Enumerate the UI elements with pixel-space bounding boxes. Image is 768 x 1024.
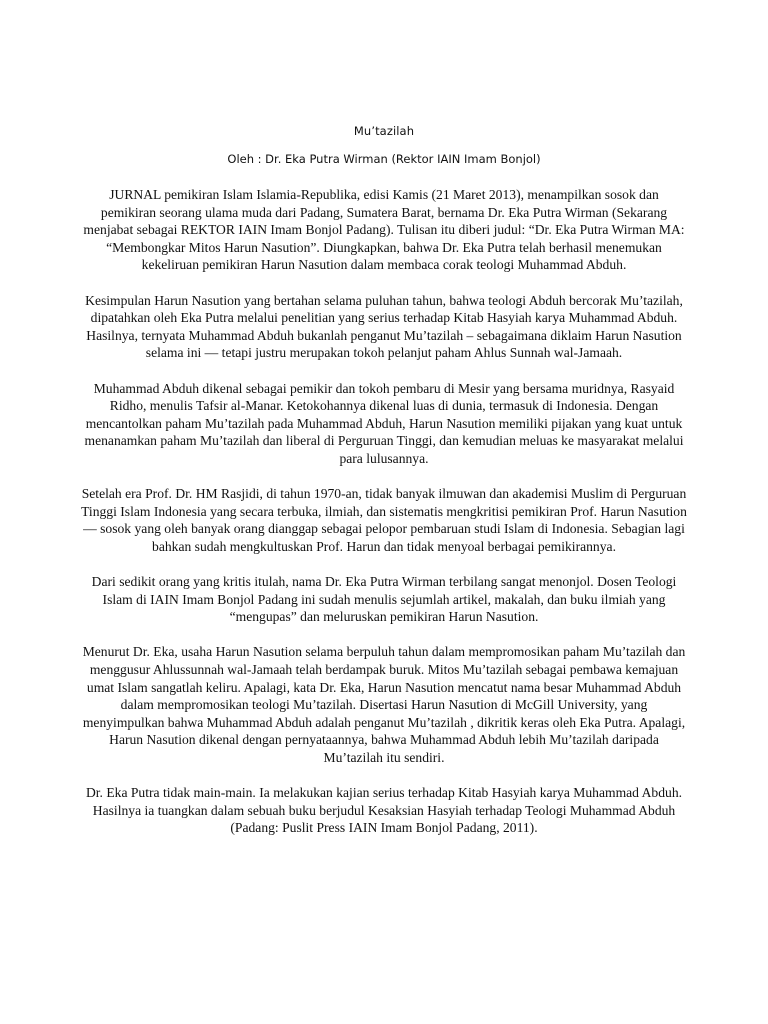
paragraph: Dr. Eka Putra tidak main-main. Ia melakukan kajian serius terhadap Kitab Hasyiah karya Muhammad Abduh. Hasilnya ia tuangkan dalam sebuah buku berjudul Kesaksian Hasyiah terhadap Teologi Muhammad Abduh (Padang: Puslit Press IAIN Imam Bonjol Padang, 2011). xyxy=(85,785,683,836)
paragraph: JURNAL pemikiran Islam Islamia-Republika, edisi Kamis (21 Maret 2013), menampilkan sosok dan pemikiran seorang ulama muda dari Padang, Sumatera Barat, bernama Dr. Eka Putra Wirman (Sekarang menjabat sebagai REKTOR IAIN Imam Bonjol Padang). Tulisan itu diberi judul: “Dr. Eka Putra Wirman MA: “Membongkar Mitos Harun Nasution”. Diungkapkan, bahwa Dr. Eka Putra telah berhasil menemukan kekeliruan pemikiran Harun Nasution dalam membaca corak teologi Muhammad Abduh. xyxy=(83,187,685,273)
document-body xyxy=(80,186,688,855)
document-byline: Oleh : Dr. Eka Putra Wirman (Rektor IAIN Imam Bonjol) xyxy=(227,152,541,166)
paragraph: Dari sedikit orang yang kritis itulah, nama Dr. Eka Putra Wirman terbilang sangat menonjol. Dosen Teologi Islam di IAIN Imam Bonjol Padang ini sudah menulis sejumlah artikel, makalah, dan buku ilmiah yang “mengupas” dan meluruskan pemikiran Harun Nasution. xyxy=(91,574,677,625)
document-title: Mu’tazilah xyxy=(353,124,415,138)
paragraph: Kesimpulan Harun Nasution yang bertahan selama puluhan tahun, bahwa teologi Abduh bercorak Mu’tazilah, dipatahkan oleh Eka Putra melalui penelitian yang serius terhadap Kitab Hasyiah karya Muhammad Abduh. Hasilnya, ternyata Muhammad Abduh bukanlah penganut Mu’tazilah – sebagaimana diklaim Harun Nasution selama ini — tetapi justru merupakan tokoh pelanjut paham Ahlus Sunnah wal-Jamaah. xyxy=(85,292,683,361)
paragraph: Menurut Dr. Eka, usaha Harun Nasution selama berpuluh tahun dalam mempromosikan paham Mu’tazilah dan menggusur Ahlussunnah wal-Jamaah telah berdampak buruk. Mitos Mu’tazilah sebagai pembawa kemajuan umat Islam sangatlah keliru. Apalagi, kata Dr. Eka, Harun Nasution mencatut nama besar Muhammad Abduh dalam mempromosikan teologi Mu’tazilah. Disertasi Harun Nasution di McGill University, yang menyimpulkan bahwa Muhammad Abduh adalah penganut Mu’tazilah , dikritik keras oleh Eka Putra. Apalagi, Harun Nasution dikenal dengan pernyataannya, bahwa Muhammad Abduh lebih Mu’tazilah daripada Mu’tazilah itu sendiri. xyxy=(82,644,686,765)
paragraph: Muhammad Abduh dikenal sebagai pemikir dan tokoh pembaru di Mesir yang bersama muridnya, Rasyaid Ridho, menulis Tafsir al-Manar. Ketokohannya dikenal luas di dunia, termasuk di Indonesia. Dengan mencantolkan paham Mu’tazilah pada Muhammad Abduh, Harun Nasution memiliki pijakan yang kuat untuk menanamkan paham Mu’tazilah dan liberal di Perguruan Tinggi, dan kemudian meluas ke masyarakat melalui para lulusannya. xyxy=(84,380,684,466)
paragraph: Setelah era Prof. Dr. HM Rasjidi, di tahun 1970-an, tidak banyak ilmuwan dan akademisi Muslim di Perguruan Tinggi Islam Indonesia yang secara terbuka, ilmiah, dan sistematis mengkritisi pemikiran Prof. Harun Nasution — sosok yang oleh banyak orang dianggap sebagai pelopor pembaruan studi Islam di Indonesia. Sebagian lagi bahkan sudah mengkultuskan Prof. Harun dan tidak menyoal berbagai pemikirannya. xyxy=(81,486,687,554)
